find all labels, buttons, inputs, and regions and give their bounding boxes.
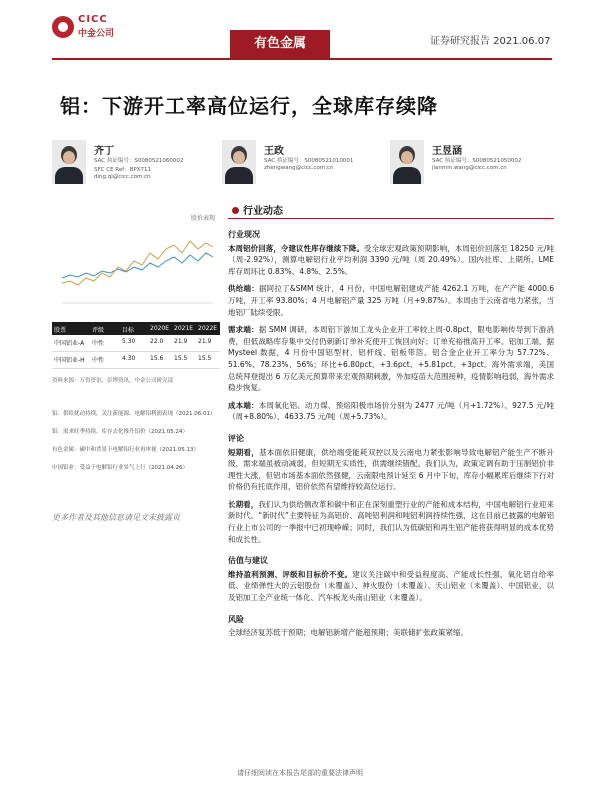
paragraph: 全球经济复苏低于预期；电解铝新增产能超预期；美联储扩张政策紧缩。: [228, 628, 468, 638]
related-report-link[interactable]: 铝：需求旺季持续，库存去化推升铝价（2021.05.24）: [52, 429, 188, 435]
table-source-note: 资料来源：万得资讯，彭博资讯，中金公司研究部: [52, 378, 174, 384]
analyst-name: 王政: [264, 146, 284, 157]
footer-disclaimer: 请仔细阅读在本报告尾部的重要法律声明: [237, 769, 363, 777]
disclosure-link[interactable]: 更多作者及其他信息请见文末披露页: [52, 513, 180, 522]
paragraph: 短期看，基本面依旧健康，供给端受能耗双控以及云南电力紧张影响导致电解铝产能生产不断升级，需求端虽被动减弱，但短期无实质性，供需继续错配。我们认为，政策定调有助于压制铝价非理性大涨，但铝市场基本面依然强健，云南限电预计延至 6 月中下旬，库存小幅累库后继续下行对价格仍有托底作用，铝价依然有望维持较高位运行。: [228, 447, 555, 492]
logo-text-cn: 中金公司: [78, 29, 115, 39]
table-header: 股票 评级 目标 2020E 2021E 2022E: [52, 322, 220, 335]
chart-label: 股价表现: [190, 215, 215, 222]
stock-performance-lines: [60, 223, 215, 311]
analyst-card: [390, 140, 550, 190]
cicc-logo-mark-icon: [52, 16, 74, 38]
related-report-link[interactable]: 铝：供给扰动持续，关注新能源、电解铝利润表现（2021.06.01）: [52, 411, 216, 417]
report-title: 铝：下游开工率高位运行，全球库存续降: [60, 94, 438, 118]
report-body: [228, 226, 554, 645]
table-row: 中国铝业-A 中性 5.30 22.0 21.9 21.9: [52, 335, 220, 352]
analyst-cert: SAC 执证编号：S0080521060002: [94, 158, 184, 164]
analyst-sfc: SFC CE Ref：BPX711: [94, 167, 152, 173]
cicc-logo: [52, 14, 132, 40]
paragraph: 长期看，我们认为供给侧改革和碳中和正在深刻重塑行业的产能和成本结构，中国电解铝行业迎来新时代。“新时代”主要特征为高铝价、高吨铝利润和吨铝利润持续性强，这在目前已披露的电解铝行业上市公司的一季报中已初现峥嵘；同时，我们认为低碳铝和再生铝产能将获得明显的成本优势和成长性。: [228, 499, 555, 544]
bullet-icon: [232, 207, 239, 214]
analyst-cert: SAC 执证编号：S0080521010001: [264, 158, 354, 164]
subsection-heading: 估值与建议: [228, 556, 268, 566]
analyst-card: [222, 140, 372, 190]
section-title: 行业动态: [232, 202, 283, 217]
header-rule: [52, 58, 552, 60]
paragraph: 本周铝价回落，令建议性库存继续下降。受全球宏观政策预期影响，本周铝价回落至 18250 元/吨（周-2.92%），测算电解铝行业平均利润 3390 元/吨（周 20.49%）。国内社库、上期所、LME 库存周环比 0.83%、4.8%、2.5%。: [228, 243, 554, 276]
section-rule: [228, 218, 554, 219]
analyst-photo: [222, 140, 256, 184]
paragraph: 维持盈利预测、评级和目标价不变。建议关注碳中和受益程度高、产能成长性强、氧化铝自给率低、业绩弹性大的云铝股份（未覆盖）、神火股份（未覆盖）、天山铝业（未覆盖）、中国铝业，以及铝加工全产业统一体化、汽车板龙头南山铝业（未覆盖）。: [228, 569, 555, 603]
analyst-email[interactable]: ding.qi@cicc.com.cn: [94, 174, 151, 180]
subsection-heading: 行业现况: [228, 230, 260, 239]
related-report-link[interactable]: 中国铝业：受益于电解铝行业景气上行（2021.04.26）: [52, 465, 188, 471]
paragraph: 需求端：据 SMM 调研，本周铝下游加工龙头企业开工率较上周-0.8pct，限电影响传导到下游消费，但低战略库存集中交付仍刺新订单补充使开工恢回向好；订单充裕推高开工率。铝加工端，据 Mysteel 数据，4 月份中国铝型材、铝杆线、铝板带箔、铝合金企业开工率分为 57.72%、51.6%、78.23%、56%；环比+6.80pct、+3.6pct、+5.81pct、+3pct。海外需求端，美国总统拜登提出 6 万亿美元预算带来宏观预期刺激，外加疫苗大范围接种，疫情影响趋弱，海外需求稳步恢复。: [228, 325, 554, 393]
analyst-name: 王昱涵: [432, 146, 462, 157]
analyst-photo: [390, 140, 424, 184]
logo-text-en: CICC: [78, 14, 108, 25]
subsection-heading: 评论: [228, 433, 244, 443]
analyst-photo: [52, 140, 86, 184]
paragraph: 成本端：本周氧化铝、动力煤、预焙阳极市场价分别为 2477 元/吨（月+1.72%）、927.5 元/吨（周+8.80%）、4633.75 元/吨（周+5.73%）。: [228, 400, 555, 422]
analyst-email[interactable]: zhengwang@cicc.com.cn: [264, 165, 334, 171]
related-report-link[interactable]: 有色金属：碳中和背景下电解铝行业再审视（2021.05.13）: [52, 447, 199, 453]
sector-tab: 有色金属: [230, 30, 330, 58]
analyst-email[interactable]: jianmin.wang@cicc.com.cn: [432, 165, 507, 171]
table-row: 中国铝业-H 中性 4.30 15.6 15.5 15.5: [52, 352, 220, 369]
report-type-date: 证券研究报告 2021.06.07: [430, 36, 551, 47]
related-reports: [52, 410, 220, 482]
subsection-heading: 风险: [228, 614, 244, 624]
stock-performance-chart: [60, 213, 215, 313]
analyst-name: 齐丁: [94, 146, 114, 157]
analyst-card: [52, 140, 212, 190]
stock-table: [52, 322, 220, 369]
paragraph: 供给端：据阿拉丁&SMM 统计，4 月份，中国电解铝建成产能 4262.1 万吨，在产产能 4000.6 万吨，开工率 93.80%；4 月电解铝产量 325 万吨（月+9.87%）。本周由于云南省电力紧张，当地铝厂陆续受限。: [228, 284, 555, 317]
analyst-cert: SAC 执证编号：S0080521050002: [432, 158, 522, 164]
